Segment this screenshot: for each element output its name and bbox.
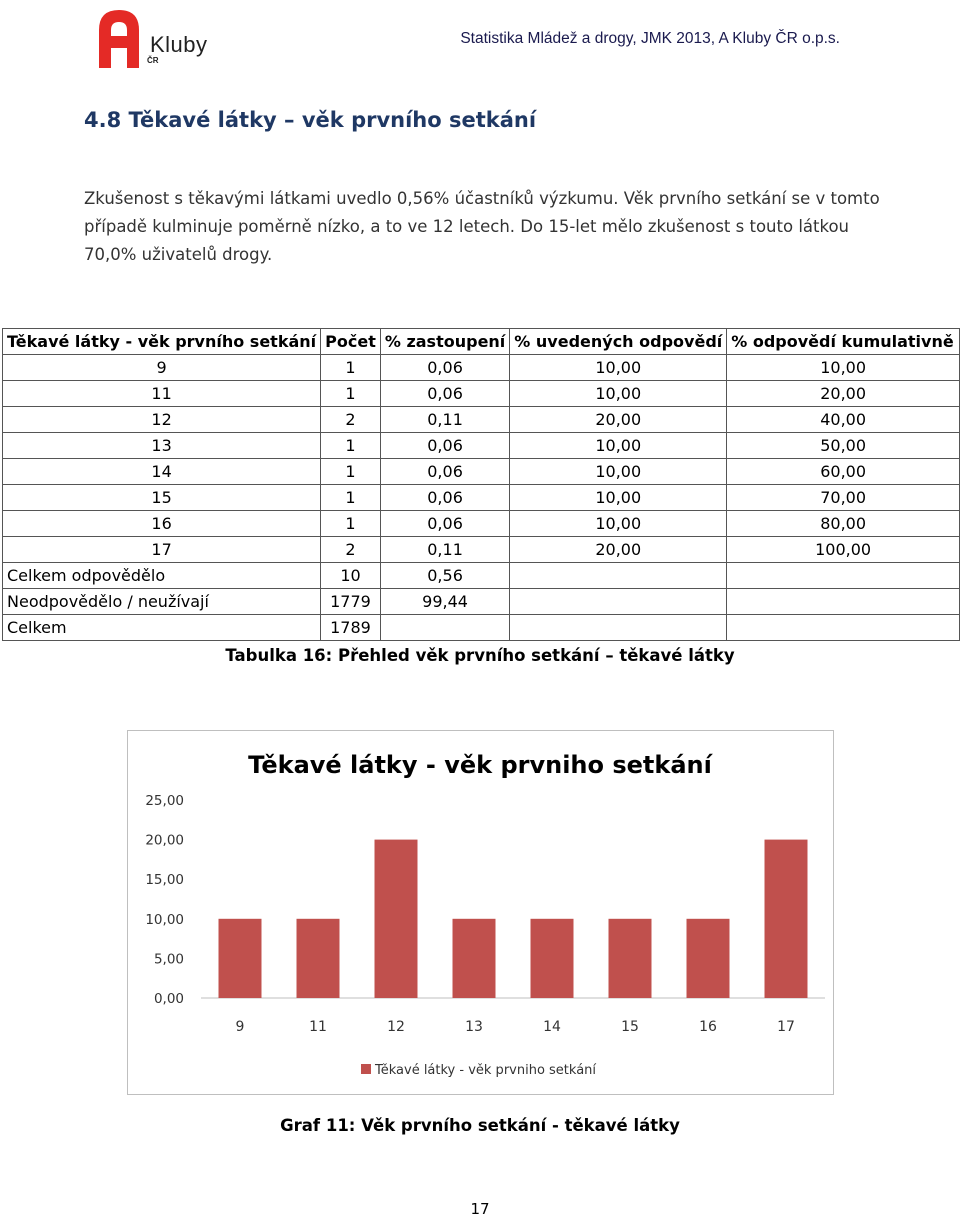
logo-sub: ČR [147, 56, 159, 65]
table-cell: 15 [3, 485, 321, 511]
x-tick-label: 16 [699, 1019, 717, 1035]
table-cell [510, 615, 727, 641]
page-number: 17 [470, 1200, 490, 1218]
chart-title: Těkavé látky - věk prvniho setkání [248, 751, 712, 779]
table-cell: 100,00 [727, 537, 960, 563]
table-cell: 1789 [321, 615, 381, 641]
x-tick-label: 17 [777, 1019, 795, 1035]
table-cell: Neodpovědělo / neužívají [3, 589, 321, 615]
bar-9 [219, 919, 262, 998]
bar-16 [687, 919, 730, 998]
table-row [3, 537, 960, 563]
table-cell: 9 [3, 355, 321, 381]
table-cell: 10,00 [510, 511, 727, 537]
legend-swatch [361, 1064, 371, 1074]
table-header-row [3, 329, 960, 355]
table-row [3, 459, 960, 485]
table-row [3, 355, 960, 381]
table-cell [727, 615, 960, 641]
table-cell [727, 589, 960, 615]
y-tick-label: 25,00 [145, 793, 184, 809]
table-cell: 11 [3, 381, 321, 407]
y-tick-label: 0,00 [153, 991, 184, 1007]
table-cell: 10,00 [510, 355, 727, 381]
table-cell: 1 [321, 381, 381, 407]
table-caption: Tabulka 16: Přehled věk prvního setkání – těkavé látky [225, 646, 735, 665]
table-cell: 0,11 [380, 537, 509, 563]
table-cell: 10 [321, 563, 381, 589]
paragraph-line: případě kulminuje poměrně nízko, a to ve 12 letech. Do 15-let mělo zkušenost s touto látkou [84, 217, 850, 236]
y-tick-label: 5,00 [153, 951, 184, 968]
x-tick-label: 12 [387, 1019, 405, 1035]
table-row [3, 407, 960, 433]
table-cell [727, 563, 960, 589]
table-row [3, 485, 960, 511]
table-cell: 99,44 [380, 589, 509, 615]
table-summary-row [3, 563, 960, 589]
table-cell: 10,00 [510, 485, 727, 511]
table-cell: 60,00 [727, 459, 960, 485]
table-row [3, 381, 960, 407]
table-cell: 13 [3, 433, 321, 459]
table-cell: 2 [321, 537, 381, 563]
x-tick-label: 15 [621, 1019, 639, 1035]
table-row [3, 511, 960, 537]
x-tick-label: 11 [309, 1019, 327, 1035]
paragraph-line: Zkušenost s těkavými látkami uvedlo 0,56% účastníků výzkumu. Věk prvního setkání se v tomto [84, 189, 880, 208]
table-cell: 0,06 [380, 433, 509, 459]
logo-icon [99, 10, 139, 68]
table-cell: 10,00 [727, 355, 960, 381]
logo-name: Kluby [150, 32, 208, 57]
table-cell: 80,00 [727, 511, 960, 537]
table-cell: 50,00 [727, 433, 960, 459]
table-summary-row [3, 615, 960, 641]
table-cell: 10,00 [510, 433, 727, 459]
bar-17 [765, 840, 808, 998]
x-tick-label: 14 [543, 1019, 561, 1035]
table-cell: 40,00 [727, 407, 960, 433]
table-cell: 0,56 [380, 563, 509, 589]
table-cell: 0,06 [380, 485, 509, 511]
table-cell: 2 [321, 407, 381, 433]
y-tick-label: 15,00 [145, 872, 184, 889]
chart-container [127, 730, 834, 1095]
table-cell: 0,06 [380, 381, 509, 407]
bar-11 [297, 919, 340, 998]
bar-14 [531, 919, 574, 998]
table-cell: 1 [321, 511, 381, 537]
table-cell: 1 [321, 459, 381, 485]
table-cell [510, 563, 727, 589]
y-tick-label: 20,00 [145, 832, 184, 849]
table-cell: 1 [321, 433, 381, 459]
table-cell: 0,06 [380, 511, 509, 537]
table-cell: % odpovědí kumulativně [727, 329, 960, 355]
paragraph-line: 70,0% uživatelů drogy. [84, 245, 273, 264]
table-cell: 0,11 [380, 407, 509, 433]
table-cell: % zastoupení [380, 329, 509, 355]
table-cell: Celkem [3, 615, 321, 641]
table-cell [380, 615, 509, 641]
chart-caption: Graf 11: Věk prvního setkání - těkavé látky [280, 1116, 680, 1135]
table-cell: 0,06 [380, 355, 509, 381]
table-cell: 1779 [321, 589, 381, 615]
table-row [3, 433, 960, 459]
table-cell: 20,00 [727, 381, 960, 407]
y-tick-label: 10,00 [145, 911, 184, 928]
section-heading: 4.8 Těkavé látky – věk prvního setkání [84, 108, 537, 132]
bar-chart [128, 731, 833, 1094]
table-cell: 12 [3, 407, 321, 433]
table-summary-row [3, 589, 960, 615]
age-table [2, 328, 960, 641]
table-cell: % uvedených odpovědí [510, 329, 727, 355]
table-cell: 1 [321, 355, 381, 381]
x-tick-label: 13 [465, 1019, 483, 1035]
bar-15 [609, 919, 652, 998]
x-tick-label: 9 [235, 1019, 245, 1035]
table-cell: Celkem odpovědělo [3, 563, 321, 589]
table-cell: 10,00 [510, 381, 727, 407]
table-cell: 20,00 [510, 407, 727, 433]
header-title: Statistika Mládež a drogy, JMK 2013, A Kluby ČR o.p.s. [460, 30, 840, 47]
table-cell: 14 [3, 459, 321, 485]
table-cell: 70,00 [727, 485, 960, 511]
table-cell: 10,00 [510, 459, 727, 485]
bar-12 [375, 840, 418, 998]
table-cell: 16 [3, 511, 321, 537]
table-cell: Těkavé látky - věk prvního setkání [3, 329, 321, 355]
legend-label: Těkavé látky - věk prvniho setkání [375, 1063, 597, 1078]
table-cell: 20,00 [510, 537, 727, 563]
table-cell: Počet [321, 329, 381, 355]
intro-paragraph [84, 185, 884, 269]
bar-13 [453, 919, 496, 998]
table-cell [510, 589, 727, 615]
table-cell: 17 [3, 537, 321, 563]
table-cell: 1 [321, 485, 381, 511]
table-cell: 0,06 [380, 459, 509, 485]
